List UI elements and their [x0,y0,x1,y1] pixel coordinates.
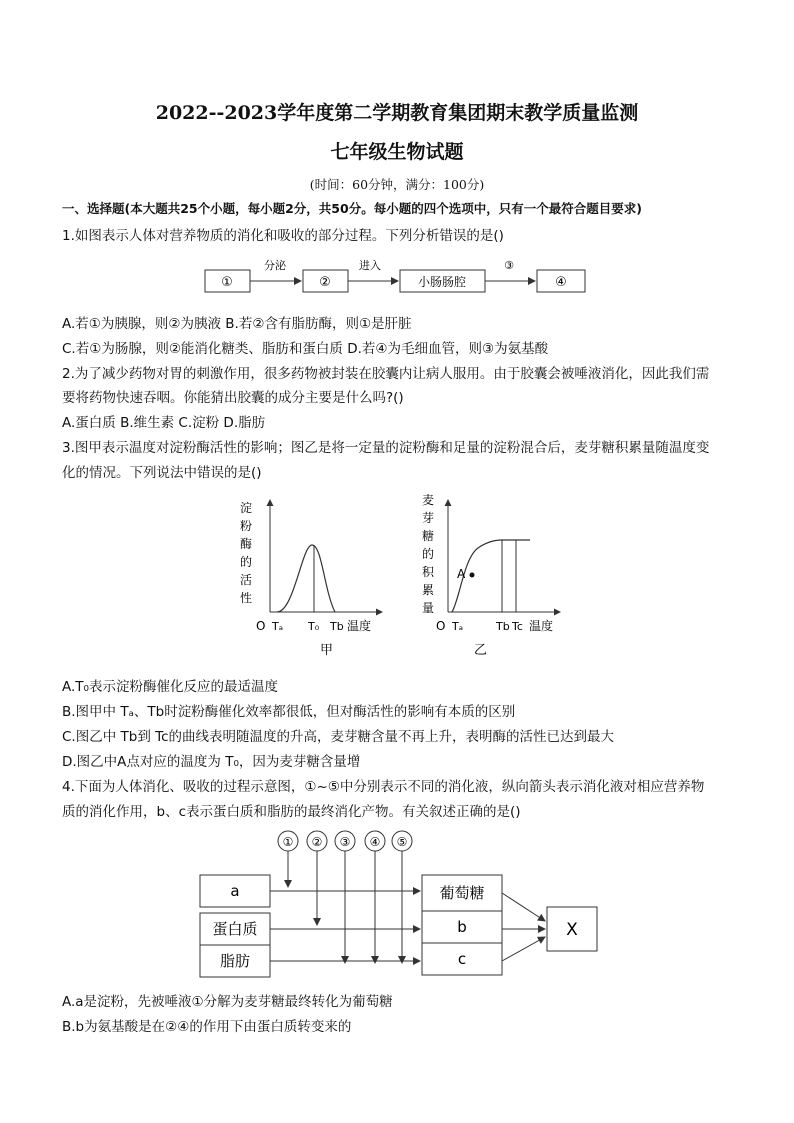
q4-left-label-protein: 蛋白质 [212,920,258,938]
q1-stem: 1.如图表示人体对营养物质的消化和吸收的部分过程。下列分析错误的是() [62,228,504,244]
svg-text:③: ③ [339,835,351,849]
q3-yi-xlabel: 温度 [529,619,554,633]
q3-option-b: B.图甲中 Tₐ、Tb时淀粉酶催化效率都很低，但对酶活性的影响有本质的区别 [62,704,516,720]
q4-option-b: B.b为氨基酸是在②④的作用下由蛋白质转变来的 [62,1019,352,1035]
q3-jia-ylabel [240,500,252,605]
q4-x-label: X [566,920,578,940]
q3-jia-curve [277,545,335,612]
q3-stem-2: 化的情况。下列说法中错误的是() [62,465,262,481]
q3-yi-caption: 乙 [474,643,488,658]
q3-jia-origin: O [256,619,266,633]
svg-text:累: 累 [422,583,435,597]
q4-left-label-fat: 脂肪 [219,952,251,970]
svg-text:①: ① [282,835,294,849]
svg-text:性: 性 [240,591,253,605]
q4-stem-1: 4.下面为人体消化、吸收的过程示意图，①~⑤中分别表示不同的消化液，纵向箭头表示消化液对相应营养物 [62,779,705,795]
svg-text:④: ④ [369,835,381,849]
svg-text:活: 活 [240,573,253,587]
q3-yi-point-a-label: A [457,567,466,581]
q3-jia-caption: 甲 [320,643,334,658]
q3-yi-tc: Tc [512,620,523,633]
q3-yi-ta: Tₐ [452,620,464,633]
q1-options-2: C.若①为肠腺，则②能消化糖类、脂肪和蛋白质 D.若④为毛细血管，则③为氨基酸 [62,341,549,357]
q1-options-1: A.若①为胰腺，则②为胰液 B.若②含有脂肪酶，则①是肝脏 [62,316,412,332]
svg-text:酶: 酶 [240,537,253,551]
q4-left-label-a: a [230,882,240,900]
q1-arrow-3-label: ③ [504,259,514,272]
q3-yi-ylabel [422,493,435,615]
q3-yi-origin: O [436,619,446,633]
svg-text:②: ② [311,835,323,849]
q3-jia-ta: Tₐ [272,620,284,633]
q4-arrow-to-x-1 [502,893,545,921]
section-heading: 一、选择题(本大题共25个小题，每小题2分，共50分。每小题的四个选项中，只有一个最符合题目要求) [62,201,642,216]
q2-stem-1: 2.为了减少药物对胃的刺激作用，很多药物被封装在胶囊内让病人服用。由于胶囊会被唾液消化，因此我们需 [62,366,710,382]
svg-text:的: 的 [240,555,253,569]
svg-text:积: 积 [422,565,435,579]
q3-jia-tb: Tb [330,620,344,633]
q3-option-d: D.图乙中A点对应的温度为 T₀，因为麦芽糖含量增 [62,754,361,770]
q2-options: A.蛋白质 B.维生素 C.淀粉 D.脂肪 [62,415,266,431]
exam-subtitle: 七年级生物试题 [330,141,464,163]
svg-text:⑤: ⑤ [396,835,408,849]
q1-arrow-1-label: 分泌 [264,259,286,272]
q4-digestive-juice-1 [278,831,298,851]
svg-text:量: 量 [422,601,435,615]
q1-box-2-label: ② [319,275,331,290]
exam-title: 2022--2023学年度第二学期教育集团期末教学质量监测 [155,102,639,124]
q4-digestion-diagram [195,825,615,980]
q3-chart-jia [232,490,392,660]
svg-text:淀: 淀 [240,501,253,515]
q4-digestive-juice-3 [335,831,355,851]
q3-jia-t0: T₀ [308,620,320,633]
q4-arrow-to-x-3 [502,937,545,961]
q1-arrow-2-label: 进入 [359,259,381,272]
svg-text:粉: 粉 [240,519,253,533]
q3-stem-1: 3.图甲表示温度对淀粉酶活性的影响；图乙是将一定量的淀粉酶和足量的淀粉混合后，麦芽糖积累量随温度变 [62,440,710,456]
q3-yi-point-a [470,573,475,578]
time-note: (时间：60分钟，满分：100分) [309,177,485,192]
q3-yi-tb: Tb [496,620,510,633]
svg-text:芽: 芽 [422,511,435,525]
q4-right-label-b: b [457,918,467,936]
svg-text:麦: 麦 [422,493,435,507]
q4-option-a: A.a是淀粉，先被唾液①分解为麦芽糖最终转化为葡萄糖 [62,994,393,1010]
q3-jia-xlabel: 温度 [347,619,372,633]
q4-right-label-c: c [457,950,467,968]
q3-option-c: C.图乙中 Tb到 Tc的曲线表明随温度的升高，麦芽糖含量不再上升，表明酶的活性已达到最大 [62,729,614,745]
q1-flow-diagram [195,255,605,295]
q4-digestive-juice-5 [392,831,412,851]
q3-option-a: A.T₀表示淀粉酶催化反应的最适温度 [62,679,278,695]
q1-box-1-label: ① [221,275,233,290]
q4-right-label-glucose: 葡萄糖 [439,884,485,902]
q2-stem-2: 要将药物快速吞咽。你能猜出胶囊的成分主要是什么吗?() [62,390,404,406]
svg-text:糖: 糖 [422,529,435,543]
svg-text:的: 的 [422,547,435,561]
q1-box-4-label: ④ [555,275,567,290]
q1-box-3-label: 小肠肠腔 [417,275,467,289]
q3-chart-yi [412,488,572,660]
q4-stem-2: 质的消化作用，b、c表示蛋白质和脂肪的最终消化产物。有关叙述正确的是() [62,804,521,820]
q4-digestive-juice-2 [307,831,327,851]
q4-digestive-juice-4 [365,831,385,851]
